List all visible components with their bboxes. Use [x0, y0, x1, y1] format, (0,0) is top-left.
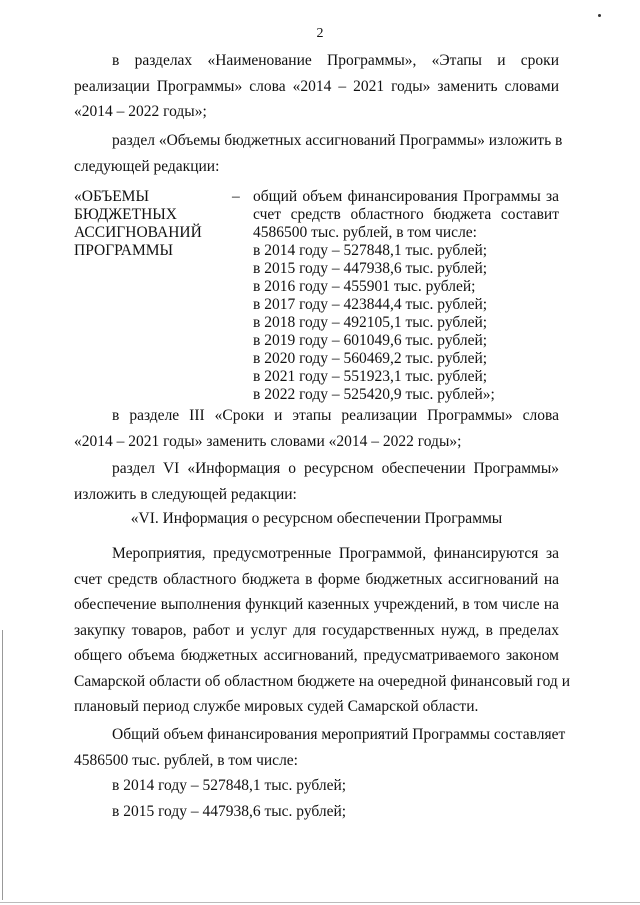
year-amount-line: в 2021 году – 551923,1 тыс. рублей; [253, 368, 488, 385]
year-amount-line: в 2016 году – 455901 тыс. рублей; [253, 278, 476, 295]
year-amount-line: в 2017 году – 423844,4 тыс. рублей; [253, 296, 488, 313]
text-line: Мероприятия, предусмотренные Программой, финансируются за [112, 545, 559, 562]
scan-bottom-edge [0, 902, 640, 903]
program-block-values [253, 188, 559, 404]
text-line: счет средств областного бюджета в форме бюджетных ассигнований на [74, 570, 559, 588]
heading-line: БЮДЖЕТНЫХ [74, 206, 177, 223]
text-line: Самарской области об областном бюджете на очередной финансовый год и [74, 672, 570, 690]
text-line: закупку товаров, работ и услуг для государственных нужд, в пределах [74, 621, 559, 639]
text-line: следующей редакции: [74, 157, 220, 175]
text-line: обеспечение выполнения функций казенных учреждений, в том числе на [74, 596, 559, 613]
section-title: «VI. Информация о ресурсном обеспечении Программы [130, 510, 503, 527]
heading-line: ПРОГРАММЫ [74, 242, 174, 259]
value-line: общий объем финансирования Программы за [253, 188, 559, 205]
paragraph-names-stages [74, 48, 559, 125]
year-amount-line: в 2022 году – 525420,9 тыс. рублей»; [253, 386, 495, 403]
year-amount-line: в 2018 году – 492105,1 тыс. рублей; [253, 314, 488, 331]
heading-line: АССИГНОВАНИЙ [74, 224, 202, 241]
scan-speck [598, 14, 601, 17]
paragraph-section-iii [74, 403, 559, 454]
text-line: в разделе III «Сроки и этапы реализации Программы» слова [112, 407, 559, 424]
value-line: счет средств областного бюджета составит [253, 206, 559, 223]
text-line: общего объема бюджетных ассигнований, предусматриваемого законом [74, 647, 559, 664]
value-line: 4586500 тыс. рублей, в том числе: [253, 224, 477, 241]
scan-edge-line [2, 630, 3, 900]
paragraph-section-vi-intro [74, 456, 559, 507]
text-line: Общий объем финансирования мероприятий Программы составляет [112, 726, 566, 743]
year-amount-line: в 2020 году – 560469,2 тыс. рублей; [253, 350, 488, 367]
text-line: изложить в следующей редакции: [74, 485, 297, 503]
year-amount-line: в 2019 году – 601049,6 тыс. рублей; [253, 332, 488, 349]
page-number: 2 [316, 26, 324, 41]
text-line: раздел «Объемы бюджетных ассигнований Программы» изложить в [112, 132, 563, 149]
year-amount-line: в 2014 году – 527848,1 тыс. рублей; [112, 777, 347, 794]
year-amount-line: в 2015 году – 447938,6 тыс. рублей; [253, 260, 488, 277]
program-block-dash: – [232, 188, 240, 205]
text-line: реализации Программы» слова «2014 – 2021 годы» заменить словами [74, 77, 559, 95]
text-line: 4586500 тыс. рублей, в том числе: [74, 751, 298, 769]
paragraph-activities [74, 541, 570, 720]
text-line: «2014 – 2022 годы»; [74, 103, 207, 120]
year-amount-line: в 2015 году – 447938,6 тыс. рублей; [112, 802, 347, 820]
year-amount-line: в 2014 году – 527848,1 тыс. рублей; [253, 242, 488, 259]
paragraph-total-financing [74, 722, 566, 824]
program-block-heading [74, 188, 224, 260]
text-line: «2014 – 2021 годы» заменить словами «2014 – 2022 годы»; [74, 432, 462, 450]
heading-line: «ОБЪЕМЫ [74, 188, 149, 205]
text-line: раздел VI «Информация о ресурсном обеспечении Программы» [112, 460, 559, 477]
text-line: в разделах «Наименование Программы», «Этапы и сроки [112, 52, 559, 69]
paragraph-volumes-intro [74, 128, 563, 179]
text-line: плановый период службе мировых судей Самарской области. [74, 698, 479, 715]
